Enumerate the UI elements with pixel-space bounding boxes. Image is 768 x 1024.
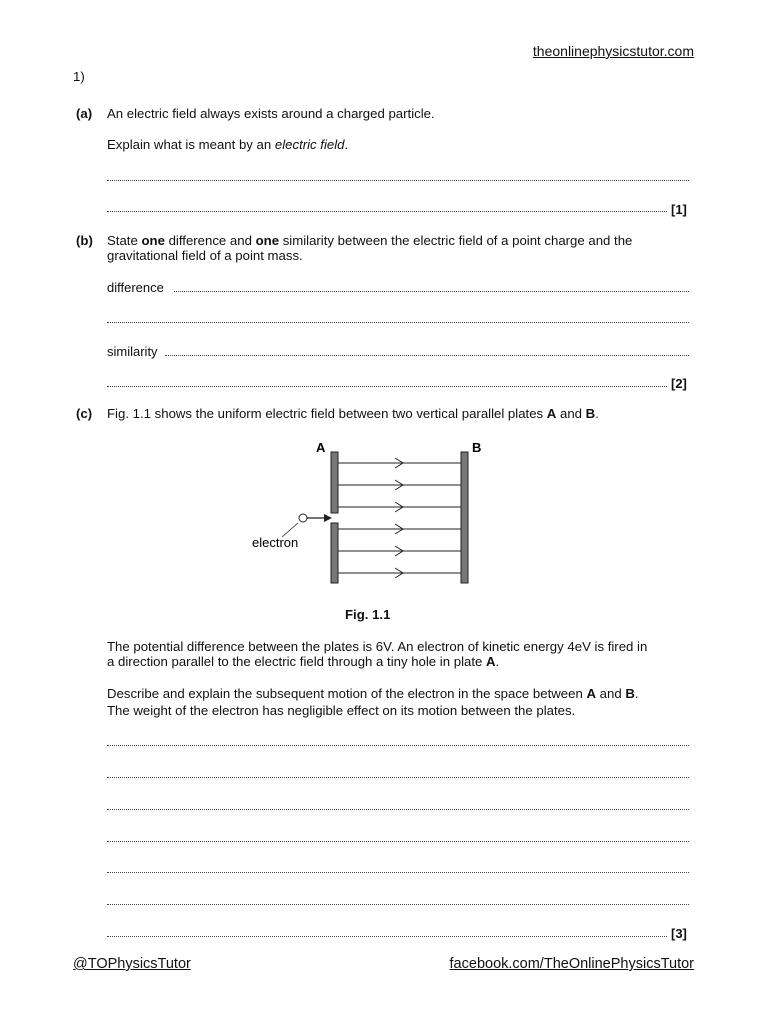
- electron-arrowhead: [324, 514, 332, 522]
- part-b-line2: gravitational field of a point mass.: [107, 248, 303, 263]
- part-c-para1-line2: [107, 654, 499, 670]
- twitter-link[interactable]: @TOPhysicsTutor: [73, 956, 191, 972]
- part-c-para1-line2-post: .: [495, 654, 500, 669]
- answer-line-b4[interactable]: [107, 386, 667, 387]
- answer-line-c2[interactable]: [107, 777, 689, 778]
- part-a-prompt-prefix: Explain what is meant by an: [107, 137, 275, 152]
- part-a-prompt-suffix: .: [344, 137, 349, 152]
- part-c-intro-bold2: B: [585, 406, 596, 421]
- part-a-prompt-emph: electric field: [274, 137, 345, 152]
- part-b-line1-bold2: one: [255, 233, 280, 248]
- facebook-link[interactable]: facebook.com/TheOnlinePhysicsTutor: [449, 956, 694, 972]
- part-c-para2-line1-mid: and: [596, 686, 626, 701]
- part-c-intro: [107, 406, 599, 422]
- part-c-para2-line1: [107, 686, 639, 702]
- part-c-para2-line1-bold2: B: [625, 686, 635, 701]
- figure-caption: Fig. 1.1: [345, 607, 391, 622]
- electron-label: electron: [252, 535, 299, 550]
- part-c-intro-bold1: A: [546, 406, 557, 421]
- part-a-prompt: [107, 137, 348, 153]
- plate-a-upper: [331, 452, 338, 513]
- site-link[interactable]: theonlinephysicstutor.com: [532, 43, 694, 59]
- part-a-statement: An electric field always exists around a charged particle.: [107, 106, 435, 121]
- part-c-marks: [3]: [671, 926, 687, 941]
- answer-line-c6[interactable]: [107, 904, 689, 905]
- part-b-line1-pre: State: [107, 233, 142, 248]
- part-c-para2-line2: The weight of the electron has negligible effect on its motion between the plates.: [107, 703, 576, 718]
- answer-line-similarity[interactable]: [165, 355, 689, 356]
- part-b-marks: [2]: [671, 376, 687, 391]
- part-b-line1-bold1: one: [141, 233, 165, 248]
- part-c-para1-line2-pre: a direction parallel to the electric field through a tiny hole in plate: [107, 654, 486, 669]
- plate-b-label: B: [472, 440, 482, 455]
- plate-a-lower: [331, 523, 338, 583]
- part-b-line1-mid: difference and: [164, 233, 256, 248]
- question-number: 1): [73, 69, 85, 84]
- answer-line-c4[interactable]: [107, 841, 689, 842]
- part-c-intro-post: .: [595, 406, 599, 421]
- part-c-intro-mid: and: [556, 406, 586, 421]
- part-c-para2-line1-post: .: [634, 686, 639, 701]
- answer-line-a2[interactable]: [107, 211, 667, 212]
- answer-line-difference[interactable]: [174, 291, 689, 292]
- similarity-label: similarity: [107, 344, 158, 359]
- part-c-para2-line1-bold1: A: [586, 686, 596, 701]
- answer-line-c7[interactable]: [107, 936, 667, 937]
- part-c-para1-line1: The potential difference between the plates is 6V. An electron of kinetic energy 4eV is fired in: [107, 639, 648, 654]
- part-b-line1-post: similarity between the electric field of a point charge and the: [279, 233, 633, 248]
- parallel-plates-figure: [240, 436, 500, 596]
- answer-line-a1[interactable]: [107, 180, 689, 181]
- field-lines: [338, 458, 461, 578]
- answer-line-c3[interactable]: [107, 809, 689, 810]
- electron-particle: [299, 514, 307, 522]
- answer-line-c1[interactable]: [107, 745, 689, 746]
- part-a-label: (a): [76, 106, 93, 121]
- part-c-para1-line2-bold: A: [486, 654, 496, 669]
- part-a-marks: [1]: [671, 202, 687, 217]
- part-c-para2-line1-pre: Describe and explain the subsequent motion of the electron in the space between: [107, 686, 587, 701]
- part-c-intro-pre: Fig. 1.1 shows the uniform electric field between two vertical parallel plates: [107, 406, 547, 421]
- part-b-label: (b): [76, 233, 93, 248]
- answer-line-c5[interactable]: [107, 872, 689, 873]
- difference-label: difference: [107, 280, 164, 295]
- plate-b: [461, 452, 468, 583]
- answer-line-b2[interactable]: [107, 322, 689, 323]
- part-b-line1: [107, 233, 632, 249]
- plate-a-label: A: [316, 440, 326, 455]
- part-c-label: (c): [76, 406, 93, 421]
